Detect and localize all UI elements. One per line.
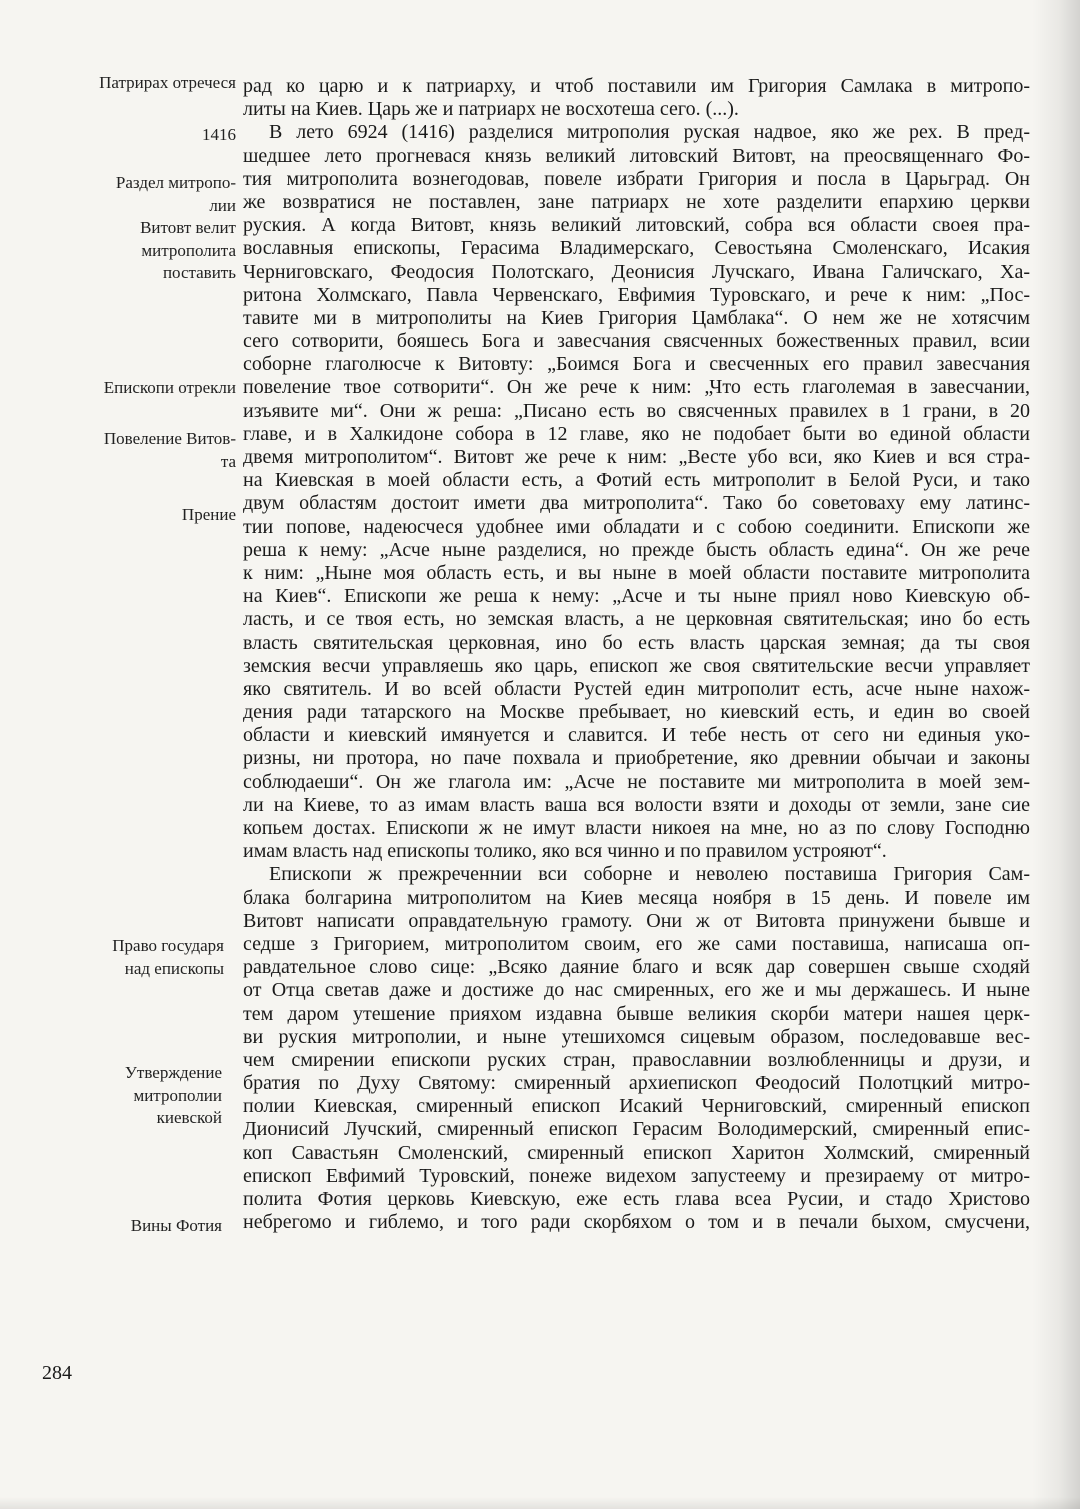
margin-note-bishops-refused <box>56 377 236 400</box>
margin-note-line: Вины Фотия <box>130 1216 222 1235</box>
margin-note-vitovt-command <box>56 428 236 473</box>
text-line: имам власть над епископы толико, яко вся чинно и по правилом устрояют“. <box>243 840 887 863</box>
text-line: полита Фотия церковь Киевскую, еже есть глава всеа Русии, и стадо Христово <box>243 1188 1030 1210</box>
text-line: равдательное слово сице: „Всяко даяние благо и всяк дар совершен свыше сходяй <box>243 956 1030 979</box>
margin-note-line: поставить <box>162 263 236 282</box>
text-line: к ним: „Ныне моя область есть, и вы ныне в моей области поставите митрополита <box>243 561 1030 584</box>
margin-note-dispute <box>56 504 236 527</box>
margin-note-line: Утверждение <box>124 1063 222 1082</box>
text-line: тии попове, надеюсчеся удобнее ими обладати и с собою соединити. Епископи же <box>243 515 1030 538</box>
text-line: Дионисий Лучский, смиренный епископ Герасим Володимерский, смиренный епис- <box>243 1118 1030 1141</box>
margin-note-fotiy-faults <box>42 1215 222 1238</box>
margin-note-patriarch-refused <box>56 72 236 95</box>
text-line: рад ко царю и к патриарху, и чтоб поставили им Григория Самлака в митропо- <box>243 75 1030 97</box>
margin-note-line: киевской <box>156 1108 222 1127</box>
text-line: дения ради татарского на Москве пребывает, но киевский есть, и един во своей <box>243 701 1030 724</box>
text-line: шедшее лето прогневася князь великий литовский Витовт, на преосвященнаго Фо- <box>243 144 1030 167</box>
margin-note-line: митрополии <box>133 1085 222 1105</box>
text-line: ритона Холмскаго, Павла Червенскаго, Евфимия Туровскаго, и рече к ним: „Пос- <box>243 283 1030 306</box>
text-line: яко святитель. И во всей области Рустей един митрополит есть, асче ныне нахож- <box>243 677 1030 700</box>
text-line: небрегомо и гиблемо, и того ради скорбяхом о том и в печали быхом, смусчени, <box>243 1211 1030 1234</box>
text-line: епископ Евфимий Туровский, понеже видехом запустеему и презираему от митро- <box>243 1164 1030 1187</box>
margin-note-approval-kiev <box>42 1062 222 1130</box>
margin-note-line: 1416 <box>202 125 236 144</box>
text-line: двемя митрополитом“. Витовт же рече к ним: „Весте убо вси, яко Киев и вся стра- <box>243 446 1030 468</box>
text-line: двум областям достоит имети два митрополита“. Тако бо советоваху ему латинс- <box>243 492 1030 515</box>
text-line: власть святительская церковная, ино бо есть власть царская земная; да ты своя <box>243 631 1030 654</box>
margin-note-division-metropolis <box>56 172 236 285</box>
text-line: от Отца светав даже и достиже до нас смиренных, его же и мы держашесь. И ныне <box>243 979 1030 1002</box>
text-line: сего сотворити, бояшесь Бога и завесчания свясченных божественных правил, всии <box>243 330 1030 353</box>
text-line: полии Киевская, смиренный епископ Исакий Черниговский, смиренный епископ <box>243 1095 1030 1118</box>
body-text <box>243 75 1030 1234</box>
text-line: соблюдаеши“. Он же глагола им: „Асче не поставите ми митрополита в моей зем- <box>243 770 1030 793</box>
text-line: повеление твое сотворити“. Он же рече к ним: „Что есть глаголемая в завесчании, <box>243 376 1030 399</box>
page-number: 284 <box>42 1362 72 1384</box>
text-line: Черниговскаго, Феодосия Полотскаго, Деонисия Лучскаго, Ивана Галичскаго, Ха- <box>243 260 1030 283</box>
text-line: блака болгарина митрополитом на Киев месяца ноября в 15 день. И повеле им <box>243 886 1030 909</box>
text-line: тем даром утешение прияхом издавна бывше великия скорби матери нашея церк- <box>243 1002 1030 1025</box>
text-line: В лето 6924 (1416) разделися митрополия руская надвое, яко же рех. В пред- <box>269 121 1030 144</box>
text-line: же возвратися не поставлен, зане патриарх не хоте разделити епархию церкви <box>243 190 1030 213</box>
text-line: тавите ми в митрополиты на Киев Григория Цамблака“. О нем же не хотясчим <box>243 306 1030 329</box>
margin-note-line: Раздел митропо- <box>115 173 236 192</box>
text-line: братия по Духу Святому: смиренный архиепископ Феодосий Полотцкий митро- <box>243 1072 1030 1095</box>
text-line: ласть, и се твоя есть, но земская власть, а не церковная святительская; ино бо есть <box>243 608 1030 631</box>
margin-note-line: Патрирах отречеся <box>99 73 236 92</box>
text-line: на Киевская в моей области есть, а Фотий есть митрополит в Белой Руси, и тако <box>243 469 1030 492</box>
margin-note-line: Прение <box>181 505 236 524</box>
text-line: земския весчи управляешь яко царь, епископ же своя святительские весчи управляет <box>243 654 1030 677</box>
text-line: вославныя епископы, Герасима Владимерскаго, Севостьяна Смоленскаго, Исакия <box>243 237 1030 260</box>
text-line: Епископи ж прежреченнии вси соборне и неволею поставиша Григория Сам- <box>269 863 1030 886</box>
margin-note-line: та <box>220 451 236 471</box>
margin-note-line: митрополита <box>141 240 236 260</box>
text-line: главе, и в Халкидоне собора в 12 главе, яко не подобает быти во единой области <box>243 422 1030 445</box>
margin-note-line: лии <box>209 195 236 215</box>
text-line: ли на Киеве, то аз имам власть ваша вся волости взяти и доходы от земли, зане сие <box>243 793 1030 816</box>
text-line: области и киевский имянуется и славится. И тебе несть от сего ни единыя уко- <box>243 724 1030 747</box>
text-line: ризны, ни протора, но паче похвала и приобретение, яко древнии обычаи и законы <box>243 747 1030 770</box>
text-line: на Киев“. Епископи же реша к нему: „Асче и ты ныне приял ново Киевскую об- <box>243 585 1030 608</box>
text-line: изъявите ми“. Они ж реша: „Писано есть во свясченных правилех в 1 грани, в 20 <box>243 399 1030 422</box>
margin-note-line: Повеление Витов- <box>103 429 236 448</box>
margin-note-line: над епископы <box>124 958 224 978</box>
text-line: соборне глаголюсче к Витовту: „Боимся Бога и свесченных его правил завесчания <box>243 353 1030 376</box>
margin-note-line: Витовт велит <box>140 218 236 237</box>
text-line: коп Савастьян Смоленский, смиренный епископ Харитон Холмский, смиренный <box>243 1141 1030 1164</box>
margin-note-line: Епископи отрекли <box>103 378 236 397</box>
text-line: реша к нему: „Асче ныне разделися, но прежде бысть область едина“. Он же рече <box>243 538 1030 561</box>
text-line: тия митрополита вознегодовав, повеле избрати Григория и посла в Царьград. Он <box>243 167 1030 190</box>
text-line: копьем достах. Епископи ж не имут власти никоея на мне, но аз по слову Господню <box>243 817 1030 839</box>
margin-note-sovereign-right <box>44 935 224 980</box>
text-line: Витовт написати оправдательную грамоту. Они ж от Витовта принужени бывше и <box>243 909 1030 932</box>
text-line: чем смирении епископи руских стран, православнии возлюбленницы и друзи, и <box>243 1048 1030 1071</box>
margin-note-line: Право государя <box>112 936 224 955</box>
text-line: литы на Киев. Царь же и патриарх не восхотеша сего. (...). <box>243 98 739 121</box>
page-edge-shadow <box>1032 0 1080 1509</box>
margin-note-year <box>56 124 236 147</box>
text-line: ви руския митрополии, и ныне утешихомся сицевым образом, последовавше вес- <box>243 1025 1030 1048</box>
page-bottom-edge <box>0 1497 1080 1509</box>
text-line: седше з Григорием, митрополитом своим, его же сами поставиша, написаша оп- <box>243 932 1030 955</box>
text-line: руския. А когда Витовт, князь великий литовский, собра вся области своея пра- <box>243 214 1030 237</box>
